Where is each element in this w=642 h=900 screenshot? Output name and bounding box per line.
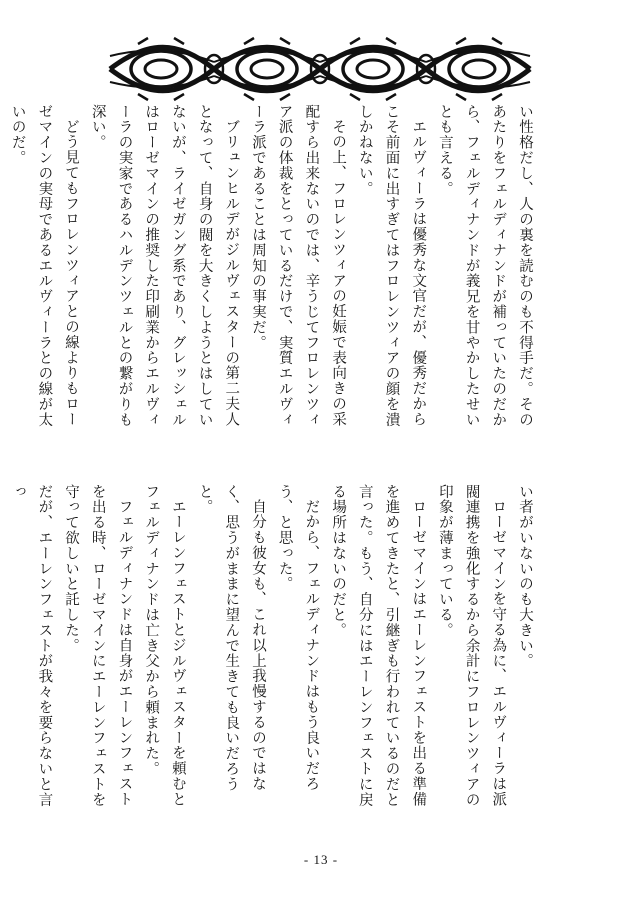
paragraph: ローゼマインはエーレンフェストを出る準備を進めてきたと、引継ぎも行われているのだと言った。もう、自分にはエーレンフェストに戻る場所はないのだと。: [330, 484, 427, 808]
paragraph: その上、フロレンツィアの妊娠で表向きの采配すら出来ないのでは、辛うじてフロレンツィア派の体裁をとっているだけで、実質エルヴィーラ派であることは周知の事実だ。: [249, 104, 347, 428]
paragraph: だから、フェルディナンドはもう良いだろう、と思った。: [276, 484, 320, 792]
lower-text-block: [9, 484, 538, 820]
paragraph: [0, 104, 4, 440]
paragraph: ローゼマインを守る為に、エルヴィーラは派閥連携を強化するから余計にフロレンツィアの印象が薄まっている。: [436, 484, 507, 808]
paragraph: だが、エーレンフェストが我々を要らないと言っ: [9, 484, 53, 808]
header-ornament: [108, 36, 532, 102]
paragraph: ブリュンヒルデがジルヴェスターの第二夫人となって、自身の閥を大きくしようとはしていないが、ライゼガング系であり、グレッシェルはローゼマインの推奨した印刷業からエルヴィーラの実家であるハルデンツェルとの繋がりも深い。: [89, 104, 240, 428]
paragraph: どう見てもフロレンツィアとの線よりもローゼマインの実母であるエルヴィーラとの線が太いのだ。: [9, 104, 80, 428]
page-number: - 13 -: [303, 852, 339, 867]
paragraph: い者がいないのも大きい。: [517, 484, 533, 669]
paragraph: 自分も彼女も、これ以上我慢するのではなく、思うがままに望んで生きても良いだろうと。: [196, 484, 266, 792]
paragraph: エルヴィーラは優秀な文官だが、優秀だからこそ前面に出すぎてはフロレンツィアの顔を潰しかねない。: [356, 104, 427, 428]
paragraph: い性格だし、人の裏を読むのも不得手だ。そのあたりをフェルディナンドが補っていたのだから、フェルディナンドが義兄を甘やかしたせいとも言える。: [436, 104, 533, 428]
interlaced-ring-border-icon: [110, 38, 530, 100]
paragraph: フェルディナンドは自身がエーレンフェストを出る時、ローゼマインにエーレンフェストを守って欲しいと託した。: [63, 484, 133, 808]
upper-text-block: [9, 104, 538, 440]
paragraph: エーレンフェストとジルヴェスターを頼むとフェルディナンドは亡き父から頼まれた。: [143, 484, 186, 807]
